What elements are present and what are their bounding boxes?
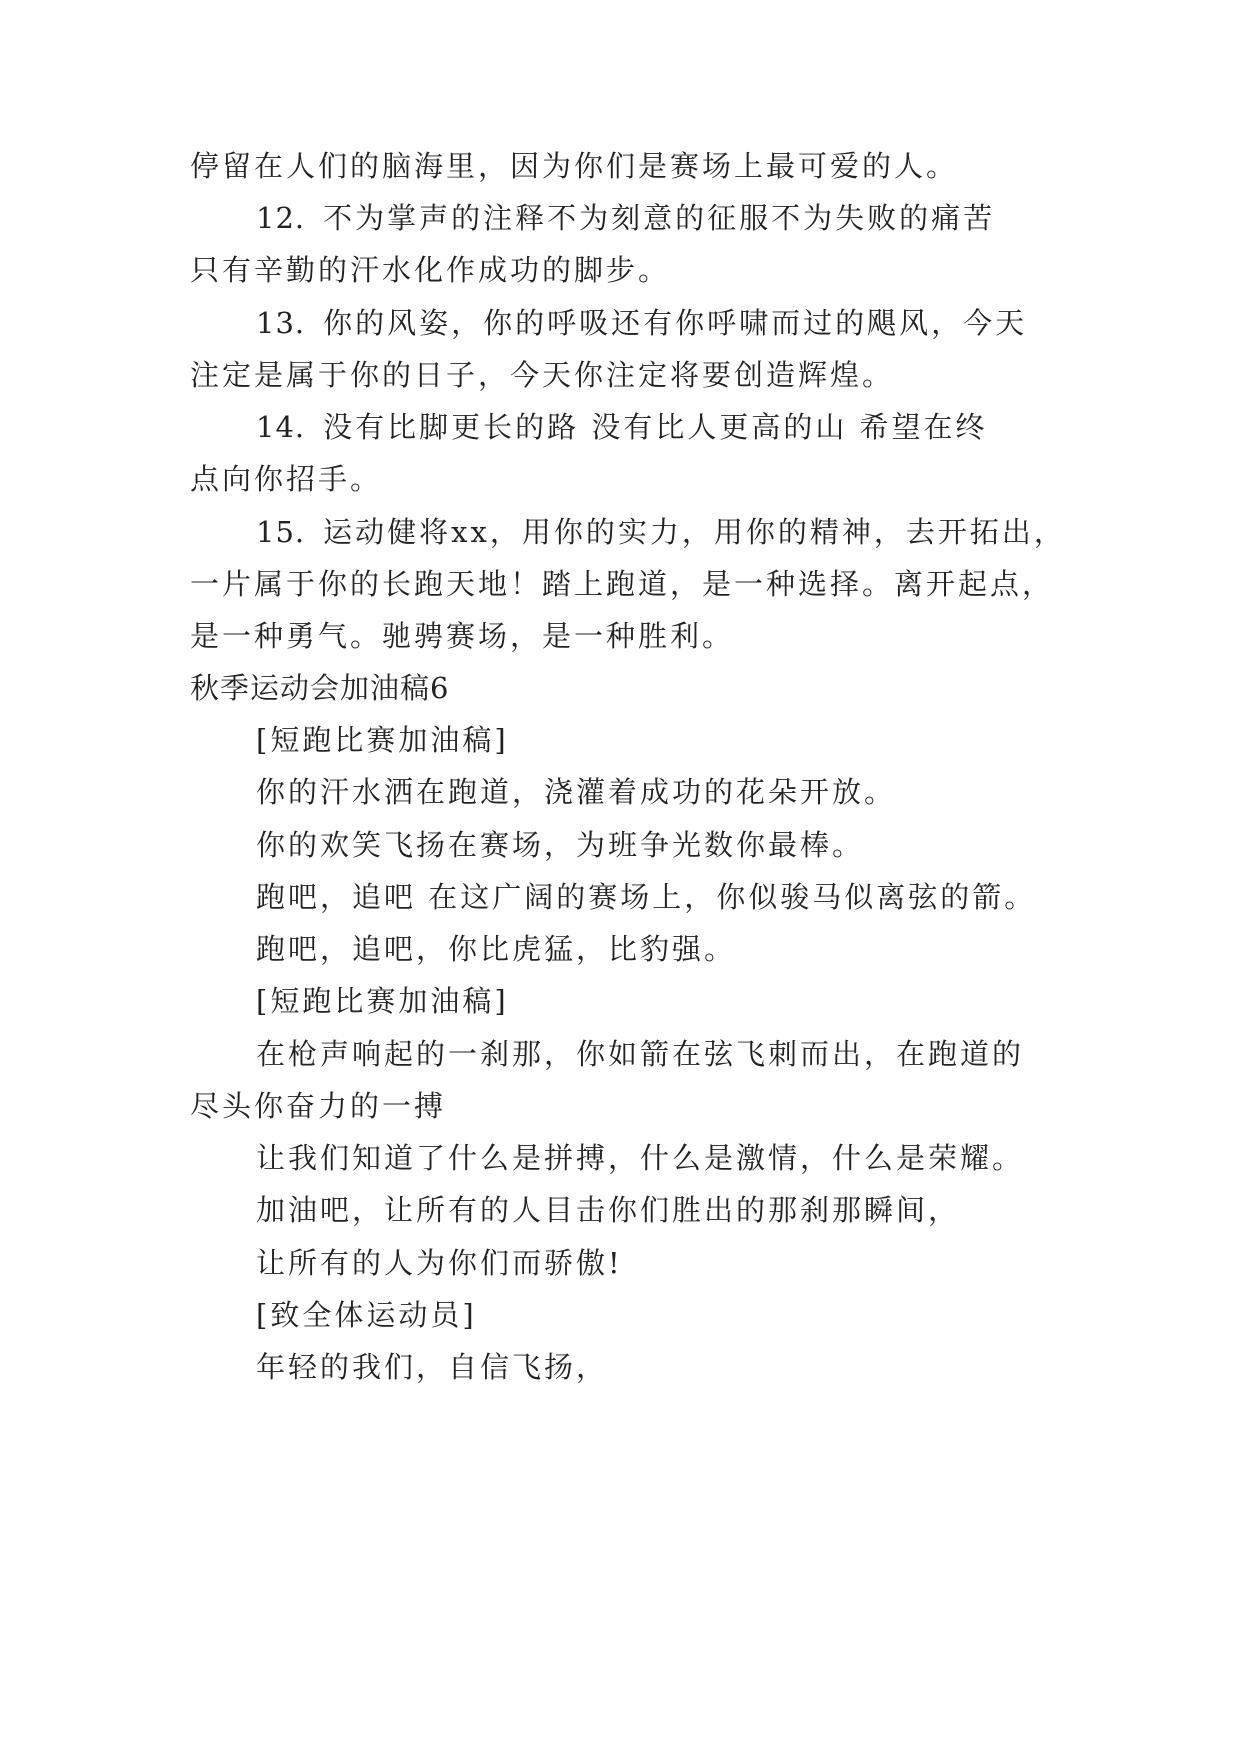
verse-line: 跑吧，追吧，你比虎猛，比豹强。 [256, 932, 737, 966]
paragraph-line: 你的风姿，你的呼吸还有你呼啸而过的飓风，今天 [323, 306, 1028, 340]
item-number: 15. [256, 515, 306, 549]
paragraph-line: 一片属于你的长跑天地！踏上跑道，是一种选择。离开起点， [190, 567, 1055, 601]
section-title: [短跑比赛加油稿] [256, 723, 509, 757]
verse-line: 你的欢笑飞扬在赛场，为班争光数你最棒。 [256, 828, 865, 862]
verse-line: 加油吧，让所有的人目击你们胜出的那刹那瞬间， [256, 1193, 961, 1227]
section-title: [短跑比赛加油稿] [256, 984, 509, 1018]
verse-line: 让所有的人为你们而骄傲! [256, 1246, 623, 1280]
paragraph-line: 停留在人们的脑海里，因为你们是赛场上最可爱的人。 [190, 149, 959, 183]
paragraph-line: 没有比脚更长的路 没有比人更高的山 希望在终 [323, 410, 988, 444]
item-number: 13. [256, 306, 306, 340]
paragraph-line: 不为掌声的注释不为刻意的征服不为失败的痛苦 [323, 201, 996, 235]
numbered-item-13 [256, 306, 1136, 340]
verse-line: 跑吧，追吧 在这广阔的赛场上，你似骏马似离弦的箭。 [256, 880, 1037, 914]
section-title: [致全体运动员] [256, 1298, 477, 1332]
verse-line: 在枪声响起的一刹那，你如箭在弦飞刺而出，在跑道的 [256, 1037, 1025, 1071]
paragraph-line: 是一种勇气。驰骋赛场，是一种胜利。 [190, 619, 735, 653]
numbered-item-14 [256, 410, 1136, 444]
paragraph-line: 注定是属于你的日子，今天你注定将要创造辉煌。 [190, 358, 895, 392]
item-number: 12. [256, 201, 306, 235]
paragraph-line: 只有辛勤的汗水化作成功的脚步。 [190, 253, 671, 287]
verse-line: 让我们知道了什么是拼搏，什么是激情，什么是荣耀。 [256, 1141, 1025, 1175]
verse-line: 年轻的我们，自信飞扬， [256, 1350, 609, 1384]
numbered-item-12 [256, 201, 1136, 235]
section-heading: 秋季运动会加油稿6 [190, 671, 450, 705]
item-number: 14. [256, 410, 306, 444]
verse-line: 你的汗水洒在跑道，浇灌着成功的花朵开放。 [256, 775, 897, 809]
paragraph-line: 运动健将xx，用你的实力，用你的精神，去开拓出， [323, 515, 1066, 549]
numbered-item-15 [256, 515, 1136, 549]
verse-line: 尽头你奋力的一搏 [190, 1089, 447, 1123]
paragraph-line: 点向你招手。 [190, 462, 383, 496]
